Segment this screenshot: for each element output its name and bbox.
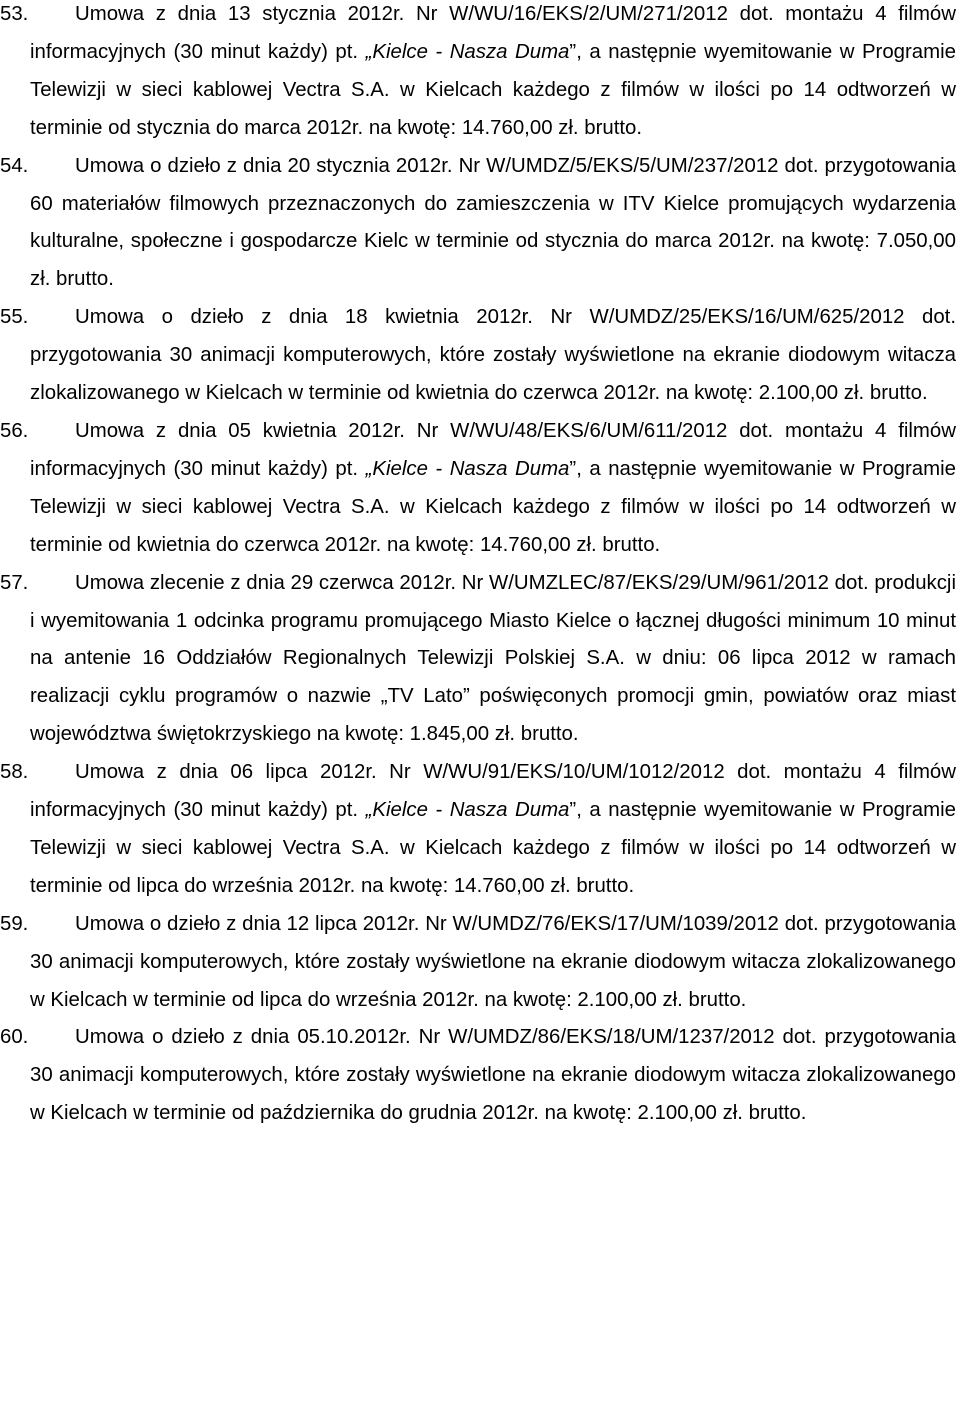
list-item-54	[0, 148, 956, 300]
list-item-55	[0, 299, 956, 413]
item-text-trail: ”, a następnie wyemitowanie w Programie Telewizji w sieci kablowej Vectra S.A. w Kielcach każdego z filmów w ilości po 14 odtworzeń w terminie od stycznia do marca 2012r. na kwotę: 14.760,00 zł. brutto.	[30, 40, 956, 139]
item-number: 56.	[0, 419, 29, 442]
item-text-trail: ”, a następnie wyemitowanie w Programie Telewizji w sieci kablowej Vectra S.A. w Kielcach każdego z filmów w ilości po 14 odtworzeń w terminie od kwietnia do czerwca 2012r. na kwotę: 14.760,00 zł. brutto.	[30, 457, 956, 556]
list-item-60	[0, 1019, 956, 1133]
list-item-58	[0, 754, 956, 906]
item-text-lead: Umowa z dnia 06 lipca 2012r. Nr W/WU/91/EKS/10/UM/1012/2012 dot. montażu 4 filmów informacyjnych (30 minut każdy) pt.	[30, 761, 956, 822]
item-number: 60.	[0, 1026, 29, 1049]
item-text: Umowa zlecenie z dnia 29 czerwca 2012r. Nr W/UMZLEC/87/EKS/29/UM/961/2012 dot. produkcji i wyemitowania 1 odcinka programu promującego Miasto Kielce o łącznej długości minimum 10 minut na antenie 16 Oddziałów Regionalnych Telewizji Polskiej S.A. w dniu: 06 lipca 2012 w ramach realizacji cyklu programów o nazwie „TV Lato” poświęconych promocji gmin, powiatów oraz miast województwa świętokrzyskiego na kwotę: 1.845,00 zł. brutto.	[30, 571, 956, 746]
list-item-57	[0, 565, 956, 755]
item-text	[30, 413, 956, 565]
list-item-59	[0, 906, 956, 1020]
item-text-trail: ”, a następnie wyemitowanie w Programie Telewizji w sieci kablowej Vectra S.A. w Kielcach każdego z filmów w ilości po 14 odtworzeń w terminie od lipca do września 2012r. na kwotę: 14.760,00 zł. brutto.	[30, 799, 956, 897]
item-number: 55.	[0, 306, 29, 329]
item-text	[30, 0, 956, 148]
item-number: 58.	[0, 761, 29, 784]
item-number: 53.	[0, 3, 29, 25]
list-item-53	[0, 0, 956, 148]
film-title: „Kielce - Nasza Duma	[365, 40, 570, 63]
film-title: „Kielce - Nasza Duma	[365, 457, 570, 480]
film-title: „Kielce - Nasza Duma	[365, 799, 570, 822]
item-text: Umowa o dzieło z dnia 12 lipca 2012r. Nr W/UMDZ/76/EKS/17/UM/1039/2012 dot. przygotowania 30 animacji komputerowych, które zostały wyświetlone na ekranie diodowym witacza zlokalizowanego w Kielcach w terminie od lipca do września 2012r. na kwotę: 2.100,00 zł. brutto.	[30, 912, 956, 1011]
item-text: Umowa o dzieło z dnia 18 kwietnia 2012r. Nr W/UMDZ/25/EKS/16/UM/625/2012 dot. przygotowania 30 animacji komputerowych, które zostały wyświetlone na ekranie diodowym witacza zlokalizowanego w Kielcach w terminie od kwietnia do czerwca 2012r. na kwotę: 2.100,00 zł. brutto.	[30, 306, 956, 405]
item-text: Umowa o dzieło z dnia 20 stycznia 2012r. Nr W/UMDZ/5/EKS/5/UM/237/2012 dot. przygotowania 60 materiałów filmowych przeznaczonych do zamieszczenia w ITV Kielce promujących wydarzenia kulturalne, społeczne i gospodarcze Kielc w terminie od stycznia do marca 2012r. na kwotę: 7.050,00 zł. brutto.	[30, 154, 956, 291]
list-item-56	[0, 413, 956, 565]
item-number: 54.	[0, 154, 29, 177]
item-text-lead: Umowa z dnia 05 kwietnia 2012r. Nr W/WU/48/EKS/6/UM/611/2012 dot. montażu 4 filmów informacyjnych (30 minut każdy) pt.	[30, 419, 956, 480]
item-text: Umowa o dzieło z dnia 05.10.2012r. Nr W/UMDZ/86/EKS/18/UM/1237/2012 dot. przygotowania 30 animacji komputerowych, które zostały wyświetlone na ekranie diodowym witacza zlokalizowanego w Kielcach w terminie od października do grudnia 2012r. na kwotę: 2.100,00 zł. brutto.	[30, 1026, 956, 1125]
item-text	[30, 754, 956, 906]
item-number: 59.	[0, 912, 29, 935]
item-text-lead: Umowa z dnia 13 stycznia 2012r. Nr W/WU/16/EKS/2/UM/271/2012 dot. montażu 4 filmów informacyjnych (30 minut każdy) pt.	[30, 3, 956, 63]
item-number: 57.	[0, 571, 29, 594]
